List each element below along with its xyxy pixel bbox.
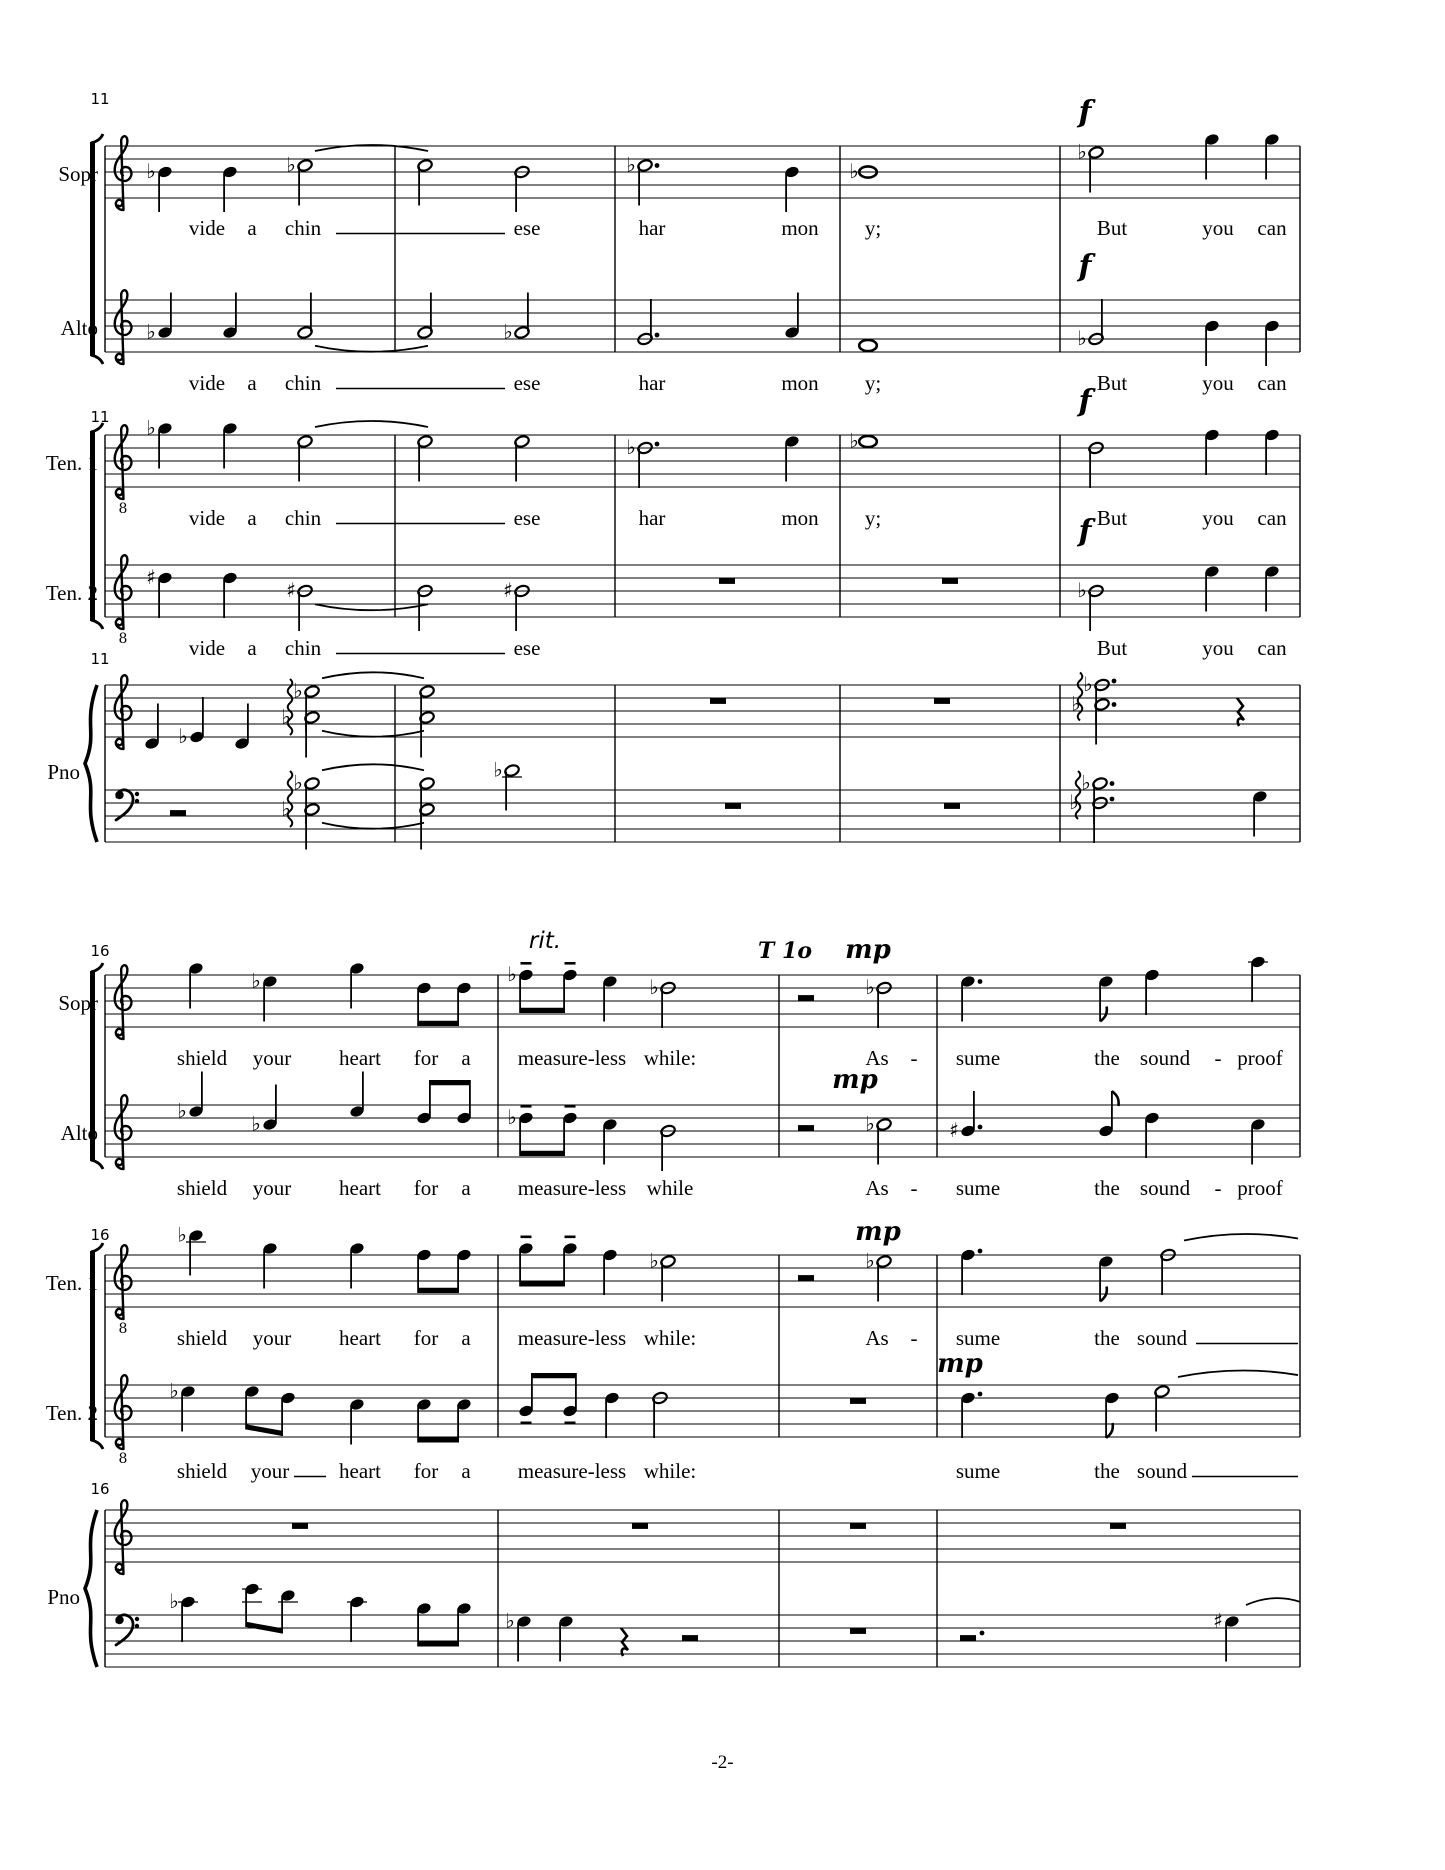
bracket-tip [91, 355, 103, 364]
quarter-rest [1237, 698, 1244, 726]
lyric-word: har [638, 216, 666, 240]
accidental-flat: ♭ [293, 770, 303, 795]
treble-clef [115, 1095, 132, 1169]
accidental-flat: ♭ [1083, 672, 1093, 696]
augmentation-dot [978, 979, 983, 984]
treble-clef [115, 675, 132, 749]
lyric-word: shield [176, 1176, 228, 1200]
beam [246, 1622, 282, 1634]
lyric-word: you [1202, 371, 1234, 395]
lyric-word: a [461, 1176, 471, 1200]
lyric-word: chin [284, 216, 322, 240]
lyric-word: proof [1237, 1046, 1283, 1070]
accidental-flat: ♭ [626, 435, 636, 459]
treble-clef [115, 290, 132, 364]
staff-label: Ten. 1 [45, 451, 98, 475]
lyric-word: your [252, 1176, 292, 1200]
lyric-word: shield [176, 1326, 228, 1350]
lyric-word: sound [1136, 1326, 1188, 1350]
lyric-word: - [910, 1046, 918, 1070]
lyric-word: measure-less [517, 1046, 627, 1070]
tie-slur [1246, 1598, 1300, 1605]
lyric-word: your [252, 1326, 292, 1350]
lyric-word: sound [1139, 1176, 1191, 1200]
lyric-word: measure-less [517, 1176, 627, 1200]
half-rest [170, 810, 186, 815]
lyric-word: you [1202, 216, 1234, 240]
eighth-flag [1106, 1423, 1113, 1438]
accidental-flat: ♭ [1071, 691, 1081, 716]
accidental-flat: ♭ [146, 159, 156, 183]
accidental-flat: ♭ [281, 796, 291, 821]
beam [520, 1281, 564, 1286]
dynamic-mark: f [1078, 384, 1092, 419]
dynamic-mark: f [1078, 514, 1092, 549]
bracket-tip [91, 1160, 103, 1169]
dynamic-mark: f [1078, 249, 1092, 284]
lyric-word: for [413, 1326, 439, 1350]
staff-label: Pno [47, 760, 80, 784]
lyric-word: vide [188, 216, 226, 240]
treble-clef [115, 1375, 132, 1449]
eighth-flag [1112, 1091, 1119, 1106]
beam [418, 1288, 458, 1293]
treble-clef [115, 136, 132, 210]
whole-rest [944, 804, 960, 809]
accidental-flat: ♭ [505, 1608, 515, 1633]
notehead-whole [859, 436, 877, 447]
whole-rest [719, 579, 735, 584]
measure-number: 16 [90, 1480, 110, 1498]
whole-rest [1110, 1524, 1126, 1529]
accidental-flat: ♭ [649, 1248, 659, 1273]
accidental-flat: ♭ [849, 428, 859, 453]
half-rest [798, 995, 814, 1000]
lyric-word: ese [513, 371, 541, 395]
whole-rest [632, 1524, 648, 1529]
dynamic-mark: mp [937, 1349, 983, 1379]
clef-octave-8: 8 [118, 631, 128, 647]
treble-clef [115, 965, 132, 1039]
accidental-flat: ♭ [865, 1111, 875, 1136]
lyric-word: a [461, 1326, 471, 1350]
half-rest [682, 1635, 698, 1640]
lyric-word: As [865, 1046, 889, 1070]
lyric-word: heart [339, 1176, 381, 1200]
accidental-flat: ♭ [251, 1111, 261, 1136]
lyric-word: - [910, 1326, 918, 1350]
beam [532, 1373, 576, 1378]
tenuto-mark [565, 1105, 576, 1108]
whole-rest [850, 1524, 866, 1529]
lyric-word: y; [864, 506, 882, 530]
accidental-flat: ♭ [865, 1248, 875, 1273]
page-number: -2- [711, 1752, 734, 1773]
lyric-word: a [247, 506, 257, 530]
accidental-flat: ♭ [849, 159, 859, 183]
whole-rest [942, 579, 958, 584]
lyric-word: But [1096, 216, 1128, 240]
augmentation-dot [1112, 702, 1117, 707]
lyric-word: a [247, 636, 257, 660]
bass-clef-head [115, 1616, 123, 1624]
augmentation-dot [1112, 679, 1117, 684]
lyric-word: can [1257, 371, 1287, 395]
accidental-flat: ♭ [649, 975, 659, 999]
dynamic-mark: f [1078, 95, 1092, 130]
whole-rest [710, 699, 726, 704]
tempo-mark: T 1o [757, 938, 813, 964]
half-rest [960, 1635, 976, 1640]
accidental-flat: ♭ [1077, 326, 1087, 350]
accidental-flat: ♭ [493, 757, 503, 782]
tie-slur [1178, 1370, 1298, 1377]
accidental-flat: ♭ [169, 1378, 179, 1403]
whole-rest [934, 699, 950, 704]
augmentation-dot [980, 1631, 985, 1636]
treble-clef [115, 425, 132, 499]
tenuto-mark [521, 1236, 532, 1239]
accidental-flat: ♭ [169, 1589, 179, 1613]
accidental-flat: ♭ [177, 1098, 187, 1123]
accidental-flat: ♭ [293, 678, 303, 703]
treble-clef [115, 1245, 132, 1319]
lyric-word: But [1096, 506, 1128, 530]
lyric-word: chin [284, 506, 322, 530]
lyric-word: ese [513, 636, 541, 660]
lyric-word: the [1094, 1176, 1120, 1200]
lyric-word: while: [643, 1326, 697, 1350]
accidental-flat: ♭ [503, 319, 513, 344]
lyric-word: har [638, 506, 666, 530]
accidental-flat: ♭ [507, 962, 517, 986]
lyric-word: chin [284, 636, 322, 660]
whole-rest [725, 804, 741, 809]
lyric-word: As [865, 1176, 889, 1200]
bracket-tip [91, 1440, 103, 1449]
augmentation-dot [978, 1125, 983, 1130]
half-rest [798, 1125, 814, 1130]
accidental-flat: ♭ [286, 152, 296, 177]
measure-number: 16 [90, 942, 110, 960]
staff-label: Ten. 2 [45, 1401, 98, 1425]
beam [430, 1080, 470, 1085]
beam [520, 1008, 564, 1013]
lyric-word: shield [176, 1046, 228, 1070]
accidental-flat: ♭ [865, 975, 875, 999]
lyric-word: your [252, 1046, 292, 1070]
lyric-word: mon [781, 371, 819, 395]
augmentation-dot [655, 163, 660, 168]
lyric-word: ese [513, 506, 541, 530]
lyric-word: chin [284, 371, 322, 395]
augmentation-dot [1110, 797, 1115, 802]
tie-slur [322, 731, 424, 737]
lyric-word: shield [176, 1459, 228, 1483]
measure-number: 11 [90, 408, 110, 426]
piano-brace [85, 1510, 97, 1667]
lyric-word: sound [1136, 1459, 1188, 1483]
clef-octave-8: 8 [118, 501, 128, 517]
accidental-sharp: ♯ [286, 578, 296, 602]
lyric-word: the [1094, 1459, 1120, 1483]
lyric-word: heart [339, 1326, 381, 1350]
lyric-word: can [1257, 506, 1287, 530]
bass-clef-dot [135, 1617, 139, 1621]
lyric-word: mon [781, 216, 819, 240]
bass-clef-head [115, 791, 123, 799]
clef-octave-8: 8 [118, 1321, 128, 1337]
accidental-flat: ♭ [626, 152, 636, 177]
bass-clef-dot [135, 792, 139, 796]
lyric-word: sume [955, 1046, 1001, 1070]
lyric-word: heart [339, 1046, 381, 1070]
beam [246, 1424, 282, 1436]
accidental-flat: ♭ [1069, 790, 1079, 814]
beam [418, 1641, 458, 1646]
lyric-word: while: [643, 1459, 697, 1483]
tenuto-mark [521, 1422, 532, 1425]
accidental-sharp: ♯ [146, 565, 156, 589]
staff-label: Sopr [58, 162, 98, 186]
tenuto-mark [565, 962, 576, 965]
tenuto-mark [565, 1236, 576, 1239]
accidental-flat: ♭ [1077, 578, 1087, 602]
measure-number: 11 [90, 650, 110, 668]
dynamic-mark: mp [845, 935, 891, 965]
lyric-word: y; [864, 371, 882, 395]
augmentation-dot [655, 442, 660, 447]
lyric-word: har [638, 371, 666, 395]
accidental-flat: ♭ [146, 415, 156, 440]
clef-octave-8: 8 [118, 1451, 128, 1467]
lyric-word: the [1094, 1326, 1120, 1350]
lyric-word: a [247, 371, 257, 395]
staff-label: Alto [60, 1121, 98, 1145]
lyric-word: y; [864, 216, 882, 240]
lyric-word: the [1094, 1046, 1120, 1070]
piano-brace [85, 685, 97, 842]
tie-slur [322, 764, 424, 770]
beam [418, 1021, 458, 1026]
bass-clef-dot [135, 1624, 139, 1628]
lyric-word: measure-less [517, 1326, 627, 1350]
accidental-sharp: ♯ [503, 578, 513, 602]
staff-label: Ten. 2 [45, 581, 98, 605]
whole-rest [850, 1629, 866, 1634]
lyric-word: can [1257, 216, 1287, 240]
staff-label: Ten. 1 [45, 1271, 98, 1295]
tempo-mark: rit. [528, 928, 562, 954]
augmentation-dot [978, 1392, 983, 1397]
tenuto-mark [521, 962, 532, 965]
lyric-word: sume [955, 1459, 1001, 1483]
accidental-flat: ♭ [1081, 770, 1091, 795]
tenuto-mark [521, 1105, 532, 1108]
tie-slur [1184, 1234, 1298, 1241]
lyric-word: But [1096, 636, 1128, 660]
tie-slur [315, 604, 428, 610]
tie-slur [315, 346, 428, 352]
staff-label: Sopr [58, 991, 98, 1015]
staff-label: Alto [60, 316, 98, 340]
lyric-word: while [646, 1176, 694, 1200]
whole-rest [850, 1399, 866, 1404]
augmentation-dot [655, 333, 660, 338]
lyric-word: vide [188, 506, 226, 530]
lyric-word: proof [1237, 1176, 1283, 1200]
lyric-word: measure-less [517, 1459, 627, 1483]
beam [520, 1151, 564, 1156]
bass-clef-dot [135, 799, 139, 803]
tie-slur [315, 421, 428, 427]
lyric-word: - [1214, 1176, 1222, 1200]
tie-slur [322, 672, 424, 678]
bracket-tip [91, 620, 103, 629]
lyric-word: heart [339, 1459, 381, 1483]
lyric-word: for [413, 1459, 439, 1483]
lyric-word: sound [1139, 1046, 1191, 1070]
bracket-tip [91, 134, 103, 143]
bracket-tip [91, 1243, 103, 1252]
lyric-word: a [461, 1459, 471, 1483]
lyric-word: But [1096, 371, 1128, 395]
lyric-word: sume [955, 1326, 1001, 1350]
lyric-word: for [413, 1046, 439, 1070]
tenuto-mark [565, 1422, 576, 1425]
accidental-flat: ♭ [178, 724, 188, 748]
whole-rest [292, 1524, 308, 1529]
dynamic-mark: mp [855, 1217, 901, 1247]
lyric-word: a [247, 216, 257, 240]
lyric-word: As [865, 1326, 889, 1350]
tie-slur [322, 823, 424, 829]
beam [418, 1437, 458, 1442]
accidental-sharp: ♯ [949, 1118, 959, 1142]
quarter-rest [621, 1628, 628, 1656]
accidental-flat: ♭ [1077, 139, 1087, 164]
treble-clef [115, 1500, 132, 1574]
lyric-word: while: [643, 1046, 697, 1070]
staff-label: Pno [47, 1585, 80, 1609]
dynamic-mark: mp [832, 1065, 878, 1095]
treble-clef [115, 555, 132, 629]
measure-number: 11 [90, 90, 110, 108]
accidental-flat: ♭ [507, 1105, 517, 1129]
lyric-word: - [910, 1176, 918, 1200]
lyric-word: sume [955, 1176, 1001, 1200]
augmentation-dot [1110, 781, 1115, 786]
bracket-tip [91, 963, 103, 972]
lyric-word: a [461, 1046, 471, 1070]
accidental-sharp: ♯ [1213, 1608, 1223, 1633]
lyric-word: ese [513, 216, 541, 240]
lyric-word: mon [781, 506, 819, 530]
lyric-word: for [413, 1176, 439, 1200]
accidental-flat: ♭ [251, 968, 261, 993]
notehead-whole [859, 340, 877, 351]
lyric-word: can [1257, 636, 1287, 660]
accidental-flat: ♭ [177, 1222, 187, 1247]
measure-number: 16 [90, 1226, 110, 1244]
half-rest [798, 1275, 814, 1280]
lyric-word: your [250, 1459, 290, 1483]
lyric-word: vide [188, 371, 226, 395]
lyric-word: you [1202, 636, 1234, 660]
lyric-word: you [1202, 506, 1234, 530]
lyric-word: vide [188, 636, 226, 660]
lyric-word: - [1214, 1046, 1222, 1070]
accidental-flat: ♭ [281, 704, 291, 729]
accidental-flat: ♭ [146, 319, 156, 344]
augmentation-dot [978, 1249, 983, 1254]
